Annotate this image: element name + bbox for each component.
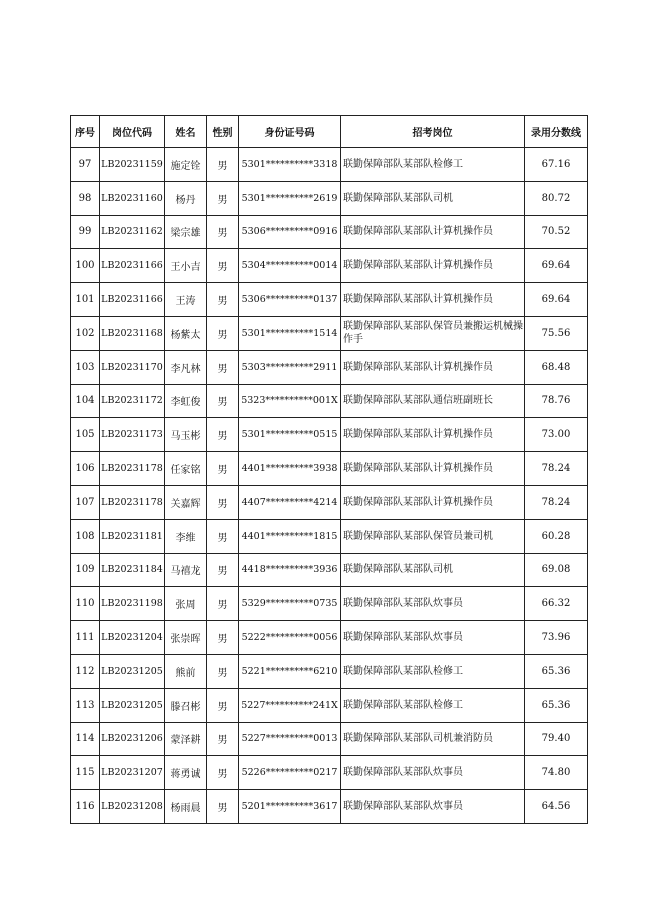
cell-gender: 男 <box>207 249 239 283</box>
cell-position: 联勤保障部队某部队炊事员 <box>341 756 525 790</box>
cell-post-code: LB20231198 <box>100 587 165 621</box>
cell-name: 任家铭 <box>165 452 207 486</box>
cell-score: 65.36 <box>525 654 588 688</box>
header-id-number: 身份证号码 <box>239 116 341 148</box>
cell-id-number: 5306**********0916 <box>239 215 341 249</box>
cell-index: 114 <box>71 722 100 756</box>
cell-score: 64.56 <box>525 790 588 824</box>
cell-id-number: 4401**********1815 <box>239 519 341 553</box>
table-row <box>71 485 588 519</box>
cell-name: 杨雨晨 <box>165 790 207 824</box>
cell-id-number: 5301**********3318 <box>239 148 341 182</box>
cell-post-code: LB20231206 <box>100 722 165 756</box>
cell-name: 李凡林 <box>165 350 207 384</box>
cell-post-code: LB20231173 <box>100 418 165 452</box>
cell-name: 张崇晖 <box>165 621 207 655</box>
cell-name: 王涛 <box>165 283 207 317</box>
cell-score: 73.00 <box>525 418 588 452</box>
cell-index: 103 <box>71 350 100 384</box>
cell-id-number: 5306**********0137 <box>239 283 341 317</box>
cell-id-number: 4401**********3938 <box>239 452 341 486</box>
cell-score: 68.48 <box>525 350 588 384</box>
cell-id-number: 5227**********241X <box>239 688 341 722</box>
cell-score: 79.40 <box>525 722 588 756</box>
cell-gender: 男 <box>207 688 239 722</box>
table-row <box>71 654 588 688</box>
cell-post-code: LB20231178 <box>100 485 165 519</box>
cell-post-code: LB20231166 <box>100 283 165 317</box>
cell-index: 110 <box>71 587 100 621</box>
cell-name: 李虹俊 <box>165 384 207 418</box>
cell-gender: 男 <box>207 621 239 655</box>
cell-post-code: LB20231205 <box>100 654 165 688</box>
cell-id-number: 5227**********0013 <box>239 722 341 756</box>
cell-name: 滕召彬 <box>165 688 207 722</box>
cell-position: 联勤保障部队某部队计算机操作员 <box>341 452 525 486</box>
cell-score: 73.96 <box>525 621 588 655</box>
table-row <box>71 215 588 249</box>
cell-name: 关嘉辉 <box>165 485 207 519</box>
cell-post-code: LB20231168 <box>100 316 165 350</box>
cell-index: 108 <box>71 519 100 553</box>
table-row <box>71 688 588 722</box>
cell-id-number: 4407**********4214 <box>239 485 341 519</box>
cell-score: 80.72 <box>525 181 588 215</box>
cell-score: 65.36 <box>525 688 588 722</box>
cell-position: 联勤保障部队某部队计算机操作员 <box>341 350 525 384</box>
cell-position: 联勤保障部队某部队通信班副班长 <box>341 384 525 418</box>
cell-gender: 男 <box>207 756 239 790</box>
header-score: 录用分数线 <box>525 116 588 148</box>
cell-position: 联勤保障部队某部队炊事员 <box>341 621 525 655</box>
cell-score: 74.80 <box>525 756 588 790</box>
cell-position: 联勤保障部队某部队检修工 <box>341 654 525 688</box>
cell-gender: 男 <box>207 215 239 249</box>
cell-position: 联勤保障部队某部队计算机操作员 <box>341 215 525 249</box>
cell-score: 69.08 <box>525 553 588 587</box>
cell-id-number: 5301**********2619 <box>239 181 341 215</box>
cell-id-number: 5226**********0217 <box>239 756 341 790</box>
cell-post-code: LB20231166 <box>100 249 165 283</box>
header-index: 序号 <box>71 116 100 148</box>
table-row <box>71 283 588 317</box>
cell-id-number: 5201**********3617 <box>239 790 341 824</box>
cell-gender: 男 <box>207 553 239 587</box>
cell-index: 100 <box>71 249 100 283</box>
cell-index: 112 <box>71 654 100 688</box>
table-row <box>71 790 588 824</box>
cell-position: 联勤保障部队某部队司机 <box>341 181 525 215</box>
cell-id-number: 5323**********001X <box>239 384 341 418</box>
cell-name: 王小吉 <box>165 249 207 283</box>
cell-name: 蒋勇诚 <box>165 756 207 790</box>
cell-index: 109 <box>71 553 100 587</box>
cell-name: 马玉彬 <box>165 418 207 452</box>
cell-position: 联勤保障部队某部队炊事员 <box>341 790 525 824</box>
cell-index: 101 <box>71 283 100 317</box>
cell-post-code: LB20231172 <box>100 384 165 418</box>
cell-post-code: LB20231207 <box>100 756 165 790</box>
table-row <box>71 621 588 655</box>
cell-name: 蒙泽耕 <box>165 722 207 756</box>
cell-index: 104 <box>71 384 100 418</box>
cell-score: 78.24 <box>525 485 588 519</box>
cell-position: 联勤保障部队某部队炊事员 <box>341 587 525 621</box>
header-name: 姓名 <box>165 116 207 148</box>
table-row <box>71 418 588 452</box>
cell-score: 75.56 <box>525 316 588 350</box>
header-position: 招考岗位 <box>341 116 525 148</box>
cell-gender: 男 <box>207 790 239 824</box>
cell-score: 69.64 <box>525 283 588 317</box>
cell-score: 69.64 <box>525 249 588 283</box>
cell-gender: 男 <box>207 316 239 350</box>
cell-index: 98 <box>71 181 100 215</box>
cell-post-code: LB20231205 <box>100 688 165 722</box>
cell-score: 78.76 <box>525 384 588 418</box>
cell-index: 97 <box>71 148 100 182</box>
cell-id-number: 4418**********3936 <box>239 553 341 587</box>
cell-gender: 男 <box>207 485 239 519</box>
cell-name: 施定铨 <box>165 148 207 182</box>
cell-id-number: 5222**********0056 <box>239 621 341 655</box>
cell-name: 梁宗雄 <box>165 215 207 249</box>
cell-index: 113 <box>71 688 100 722</box>
cell-index: 116 <box>71 790 100 824</box>
cell-gender: 男 <box>207 519 239 553</box>
cell-post-code: LB20231170 <box>100 350 165 384</box>
cell-position: 联勤保障部队某部队检修工 <box>341 688 525 722</box>
header-gender: 性别 <box>207 116 239 148</box>
cell-position: 联勤保障部队某部队计算机操作员 <box>341 249 525 283</box>
cell-gender: 男 <box>207 418 239 452</box>
cell-gender: 男 <box>207 350 239 384</box>
cell-score: 70.52 <box>525 215 588 249</box>
table-row <box>71 181 588 215</box>
table-row <box>71 148 588 182</box>
cell-id-number: 5329**********0735 <box>239 587 341 621</box>
cell-gender: 男 <box>207 452 239 486</box>
cell-post-code: LB20231208 <box>100 790 165 824</box>
cell-index: 111 <box>71 621 100 655</box>
cell-gender: 男 <box>207 283 239 317</box>
cell-position: 联勤保障部队某部队计算机操作员 <box>341 283 525 317</box>
table-row <box>71 587 588 621</box>
table-row <box>71 249 588 283</box>
cell-position: 联勤保障部队某部队检修工 <box>341 148 525 182</box>
cell-post-code: LB20231204 <box>100 621 165 655</box>
cell-index: 99 <box>71 215 100 249</box>
table-row <box>71 350 588 384</box>
table-row <box>71 452 588 486</box>
table-row <box>71 316 588 350</box>
cell-score: 66.32 <box>525 587 588 621</box>
cell-id-number: 5303**********2911 <box>239 350 341 384</box>
cell-score: 60.28 <box>525 519 588 553</box>
cell-score: 67.16 <box>525 148 588 182</box>
cell-gender: 男 <box>207 722 239 756</box>
table-row <box>71 519 588 553</box>
cell-post-code: LB20231162 <box>100 215 165 249</box>
cell-name: 杨紫太 <box>165 316 207 350</box>
table-row <box>71 553 588 587</box>
cell-position: 联勤保障部队某部队计算机操作员 <box>341 418 525 452</box>
cell-index: 105 <box>71 418 100 452</box>
cell-gender: 男 <box>207 181 239 215</box>
table-row <box>71 384 588 418</box>
cell-id-number: 5301**********0515 <box>239 418 341 452</box>
cell-post-code: LB20231159 <box>100 148 165 182</box>
cell-id-number: 5301**********1514 <box>239 316 341 350</box>
admission-table <box>70 115 588 824</box>
cell-position: 联勤保障部队某部队司机兼消防员 <box>341 722 525 756</box>
cell-name: 杨丹 <box>165 181 207 215</box>
table-row <box>71 722 588 756</box>
cell-position: 联勤保障部队某部队计算机操作员 <box>341 485 525 519</box>
cell-gender: 男 <box>207 148 239 182</box>
cell-id-number: 5304**********0014 <box>239 249 341 283</box>
cell-index: 107 <box>71 485 100 519</box>
cell-id-number: 5221**********6210 <box>239 654 341 688</box>
header-post-code: 岗位代码 <box>100 116 165 148</box>
cell-gender: 男 <box>207 384 239 418</box>
table-row <box>71 756 588 790</box>
cell-name: 张周 <box>165 587 207 621</box>
cell-post-code: LB20231160 <box>100 181 165 215</box>
table-header-row <box>71 116 588 148</box>
cell-index: 102 <box>71 316 100 350</box>
cell-score: 78.24 <box>525 452 588 486</box>
cell-name: 李维 <box>165 519 207 553</box>
cell-post-code: LB20231181 <box>100 519 165 553</box>
cell-gender: 男 <box>207 587 239 621</box>
cell-gender: 男 <box>207 654 239 688</box>
cell-position: 联勤保障部队某部队保管员兼搬运机械操作手 <box>341 316 525 350</box>
cell-post-code: LB20231184 <box>100 553 165 587</box>
cell-index: 106 <box>71 452 100 486</box>
cell-index: 115 <box>71 756 100 790</box>
cell-position: 联勤保障部队某部队保管员兼司机 <box>341 519 525 553</box>
cell-name: 马禧龙 <box>165 553 207 587</box>
cell-post-code: LB20231178 <box>100 452 165 486</box>
cell-name: 熊前 <box>165 654 207 688</box>
cell-position: 联勤保障部队某部队司机 <box>341 553 525 587</box>
